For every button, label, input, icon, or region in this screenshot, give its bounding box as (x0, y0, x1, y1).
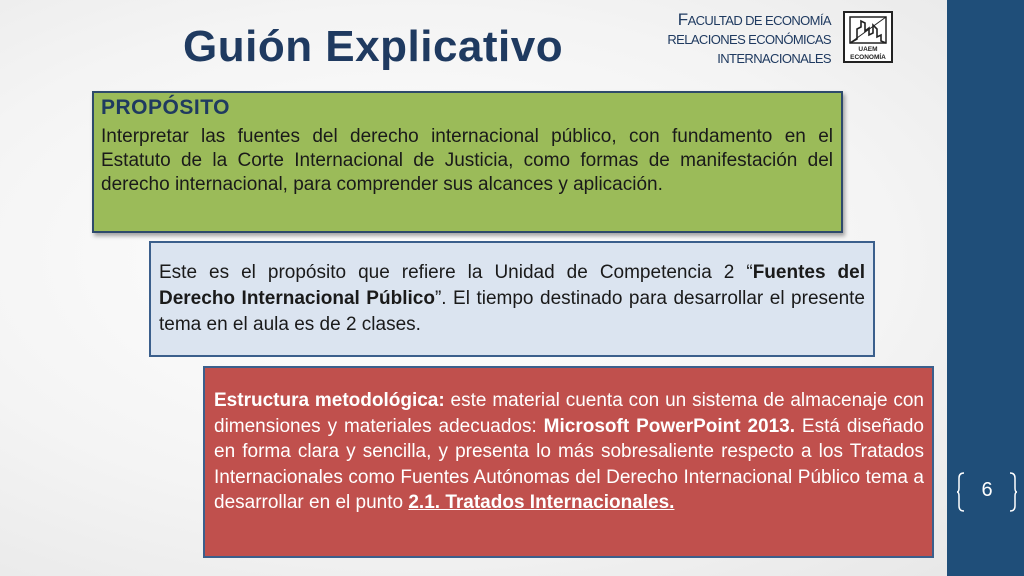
slide-number-text: 6 (981, 479, 993, 501)
competence-text-1: Este es el propósito que refiere la Unidad de Competencia 2 “ (159, 262, 753, 283)
structure-label: Estructura metodológica: (214, 390, 445, 411)
faculty-logo (843, 11, 893, 63)
faculty-line-3: INTERNACIONALES (717, 51, 831, 66)
competence-unit-name: Fuentes del Derecho Internacional Público (159, 262, 865, 309)
structure-topic-link: 2.1. Tratados Internacionales. (408, 492, 675, 513)
competence-unit-box (149, 241, 875, 357)
structure-text-1: este material cuenta con un sistema de almacenaje con dimensiones y materiales adecuados: (214, 390, 924, 437)
faculty-header (667, 10, 831, 68)
purpose-text: Interpretar las fuentes del derecho internacional público, con fundamento en el Estatuto de la Corte Internacional de Justicia, como formas de manifestación del derecho internacional, para comprender sus alcances y aplicación. (101, 126, 833, 195)
methodological-structure-box (203, 366, 934, 558)
slide-title: Guión Explicativo (183, 22, 564, 71)
structure-text-2: Está diseñado en forma clara y sencilla, y presenta lo más sobresaliente respecto a los Tratados Internacionales como Fuentes Autónomas del Derecho Internacional Público tema a desarrollar en el punto (214, 415, 924, 513)
faculty-line-2: RELACIONES ECONÓMICAS (667, 32, 831, 47)
slide-number (957, 472, 1017, 512)
svg-text:ECONOMÍA: ECONOMÍA (850, 54, 886, 61)
purpose-heading: PROPÓSITO (101, 96, 230, 119)
structure-software: Microsoft PowerPoint 2013. (543, 415, 796, 437)
svg-text:UAEM: UAEM (858, 46, 878, 53)
purpose-box (92, 91, 843, 233)
faculty-line-1: FACULTAD DE ECONOMÍA (677, 10, 831, 29)
competence-text-2: ”. El tiempo destinado para desarrollar el presente tema en el aula es de 2 clases. (159, 288, 865, 335)
right-brace-icon (1009, 472, 1017, 512)
